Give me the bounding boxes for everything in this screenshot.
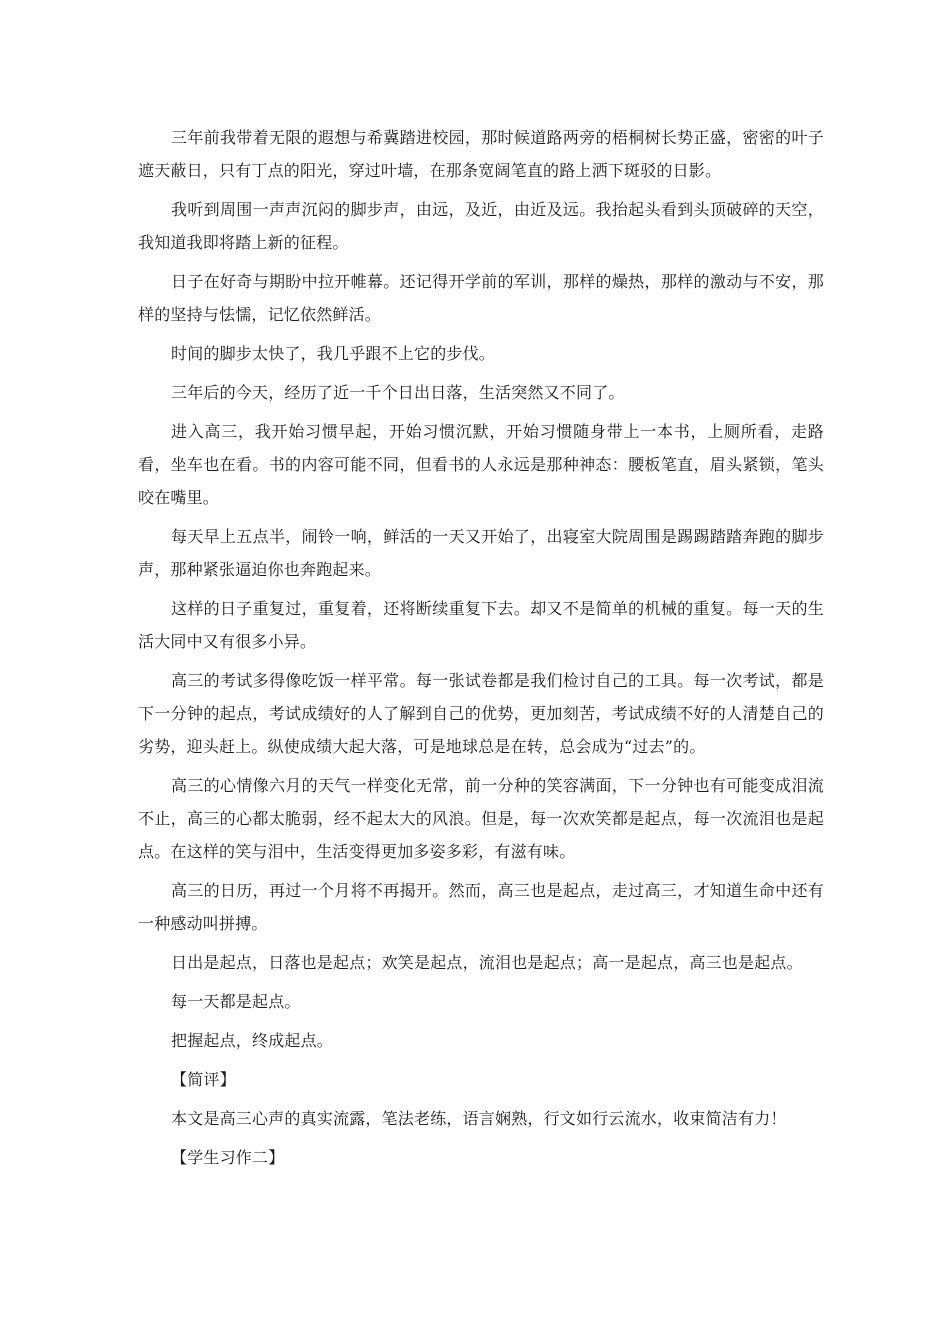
paragraph: 高三的心情像六月的天气一样变化无常，前一分种的笑容满面，下一分钟也有可能变成泪流不止，高三的心都太脆弱，经不起太大的风浪。但是，每一次欢笑都是起点，每一次流泪也是起点。在这样的笑与泪中，生活变得更加多姿多彩，有滋有味。 [138, 776, 824, 861]
paragraph: 进入高三，我开始习惯早起，开始习惯沉默，开始习惯随身带上一本书，上厕所看，走路看，坐车也在看。书的内容可能不同，但看书的人永远是那种神态：腰板笔直，眉头紧锁，笔头咬在嘴里。 [138, 422, 824, 507]
paragraph: 我听到周围一声声沉闷的脚步声，由远，及近，由近及远。我抬起头看到头顶破碎的天空，我知道我即将踏上新的征程。 [138, 200, 824, 252]
paragraph: 高三的考试多得像吃饭一样平常。每一张试卷都是我们检讨自己的工具。每一次考试，都是下一分钟的起点，考试成绩好的人了解到自己的优势，更加刻苦，考试成绩不好的人清楚自己的劣势，迎头赶上。纵使成绩大起大落，可是地球总是在转，总会成为“过去”的。 [138, 671, 824, 756]
paragraph: 每天早上五点半，闹铃一响，鲜活的一天又开始了，出寝室大院周围是踢踢踏踏奔跑的脚步声，那种紧张逼迫你也奔跑起来。 [138, 527, 824, 579]
paragraph: 把握起点，终成起点。 [171, 1031, 334, 1050]
paragraph: 每一天都是起点。 [171, 992, 301, 1011]
paragraph: 三年前我带着无限的遐想与希冀踏进校园，那时候道路两旁的梧桐树长势正盛，密密的叶子遮天蔽日，只有丁点的阳光，穿过叶墙，在那条宽阔笔直的路上洒下斑驳的日影。 [138, 128, 824, 180]
paragraph: 日子在好奇与期盼中拉开帷幕。还记得开学前的军训，那样的燥热，那样的激动与不安，那样的坚持与怯懦，记忆依然鲜活。 [138, 272, 824, 324]
paragraph: 三年后的今天，经历了近一千个日出日落，生活突然又不同了。 [171, 383, 625, 402]
paragraph: 高三的日历，再过一个月将不再揭开。然而，高三也是起点，走过高三，才知道生命中还有一种感动叫拼搏。 [138, 881, 824, 933]
paragraph: 日出是起点，日落也是起点；欢笑是起点，流泪也是起点；高一是起点，高三也是起点。 [171, 953, 803, 972]
section-heading-review: 【简评】 [171, 1070, 236, 1089]
paragraph: 这样的日子重复过，重复着，还将断续重复下去。却又不是简单的机械的重复。每一天的生活大同中又有很多小异。 [138, 599, 824, 651]
paragraph: 时间的脚步太快了，我几乎跟不上它的步伐。 [171, 344, 496, 363]
paragraph: 本文是高三心声的真实流露，笔法老练，语言娴熟，行文如行云流水，收束简洁有力！ [171, 1109, 787, 1128]
document-page [138, 121, 824, 1174]
section-heading-student-essay: 【学生习作二】 [171, 1148, 285, 1167]
